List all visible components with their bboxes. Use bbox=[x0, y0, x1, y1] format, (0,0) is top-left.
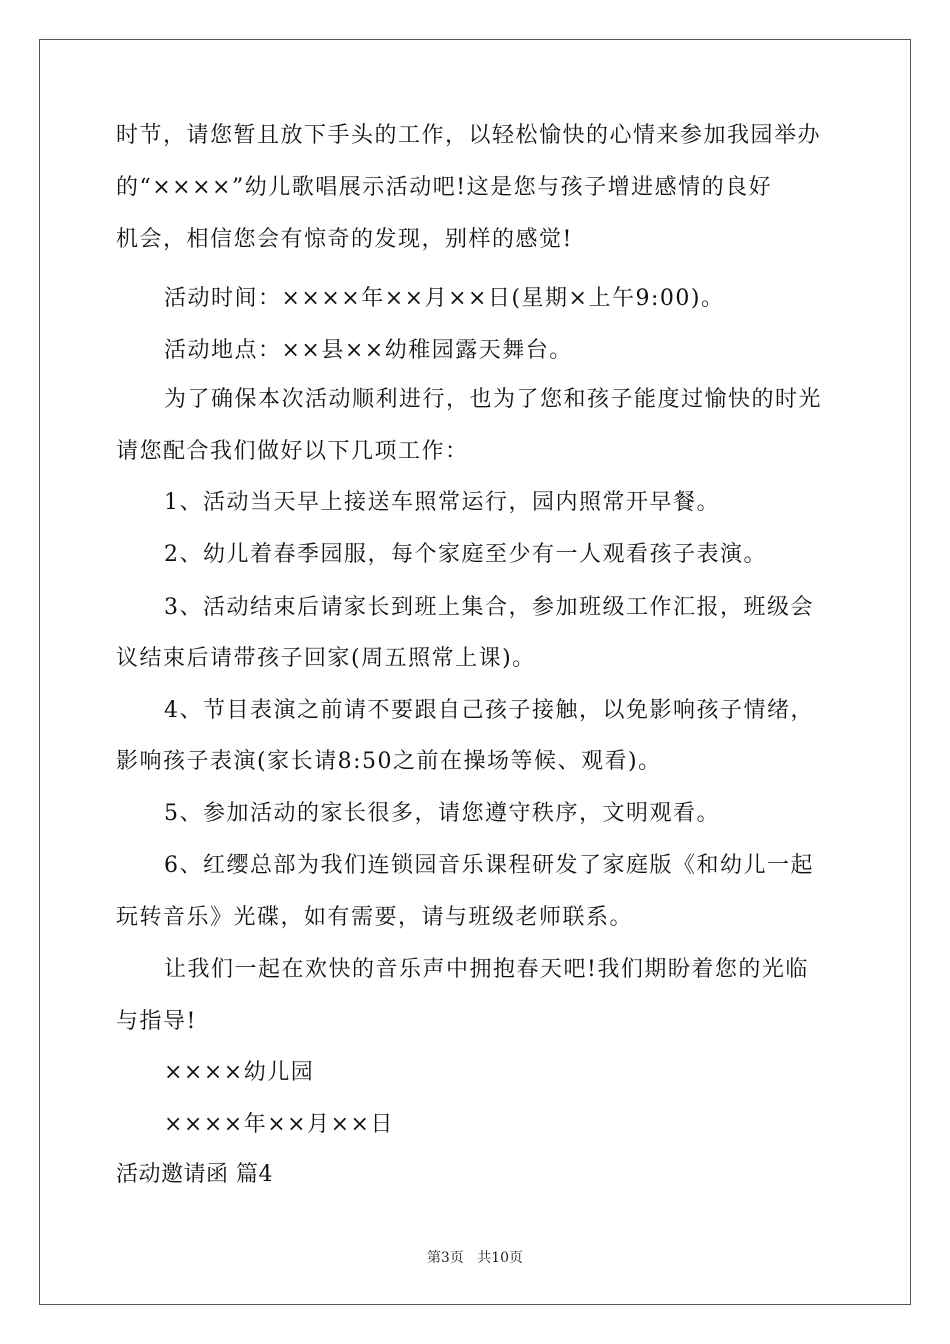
page-footer bbox=[0, 1249, 950, 1267]
signature-kindergarten: ××××幼儿园 bbox=[164, 1060, 315, 1085]
list-item: 3、活动结束后请家长到班上集合，参加班级工作汇报，班级会 bbox=[164, 595, 814, 620]
activity-time: 活动时间：××××年××月××日(星期×上午9:00)。 bbox=[164, 286, 725, 311]
paragraph-line: 的“××××”幼儿歌唱展示活动吧!这是您与孩子增进感情的良好 bbox=[116, 175, 773, 200]
list-item-continuation: 玩转音乐》光碟，如有需要，请与班级老师联系。 bbox=[116, 905, 634, 930]
paragraph-line: 时节，请您暂且放下手头的工作，以轻松愉快的心情来参加我园举办 bbox=[116, 123, 822, 148]
list-item: 1、活动当天早上接送车照常运行，园内照常开早餐。 bbox=[164, 490, 720, 515]
list-item: 6、红缨总部为我们连锁园音乐课程研发了家庭版《和幼儿一起 bbox=[164, 853, 814, 878]
closing-line: 让我们一起在欢快的音乐声中拥抱春天吧!我们期盼着您的光临 bbox=[164, 957, 809, 982]
activity-location: 活动地点：××县××幼稚园露天舞台。 bbox=[164, 338, 573, 363]
signature-date: ××××年××月××日 bbox=[164, 1112, 394, 1137]
paragraph-line: 为了确保本次活动顺利进行，也为了您和孩子能度过愉快的时光 bbox=[164, 387, 823, 412]
closing-line: 与指导! bbox=[116, 1009, 197, 1034]
list-item: 5、参加活动的家长很多，请您遵守秩序，文明观看。 bbox=[164, 801, 720, 826]
paragraph-line: 请您配合我们做好以下几项工作： bbox=[116, 439, 469, 464]
section-title: 活动邀请函 篇4 bbox=[116, 1162, 273, 1187]
list-item-continuation: 议结束后请带孩子回家(周五照常上课)。 bbox=[116, 646, 536, 671]
page-total: 共10页 bbox=[477, 1250, 524, 1266]
paragraph-line: 机会，相信您会有惊奇的发现，别样的感觉! bbox=[116, 227, 573, 252]
list-item-continuation: 影响孩子表演(家长请8:50之前在操场等候、观看)。 bbox=[116, 749, 662, 774]
list-item: 4、节目表演之前请不要跟自己孩子接触，以免影响孩子情绪， bbox=[164, 698, 814, 723]
list-item: 2、幼儿着春季园服，每个家庭至少有一人观看孩子表演。 bbox=[164, 542, 767, 567]
page-number: 第3页 bbox=[426, 1250, 464, 1266]
